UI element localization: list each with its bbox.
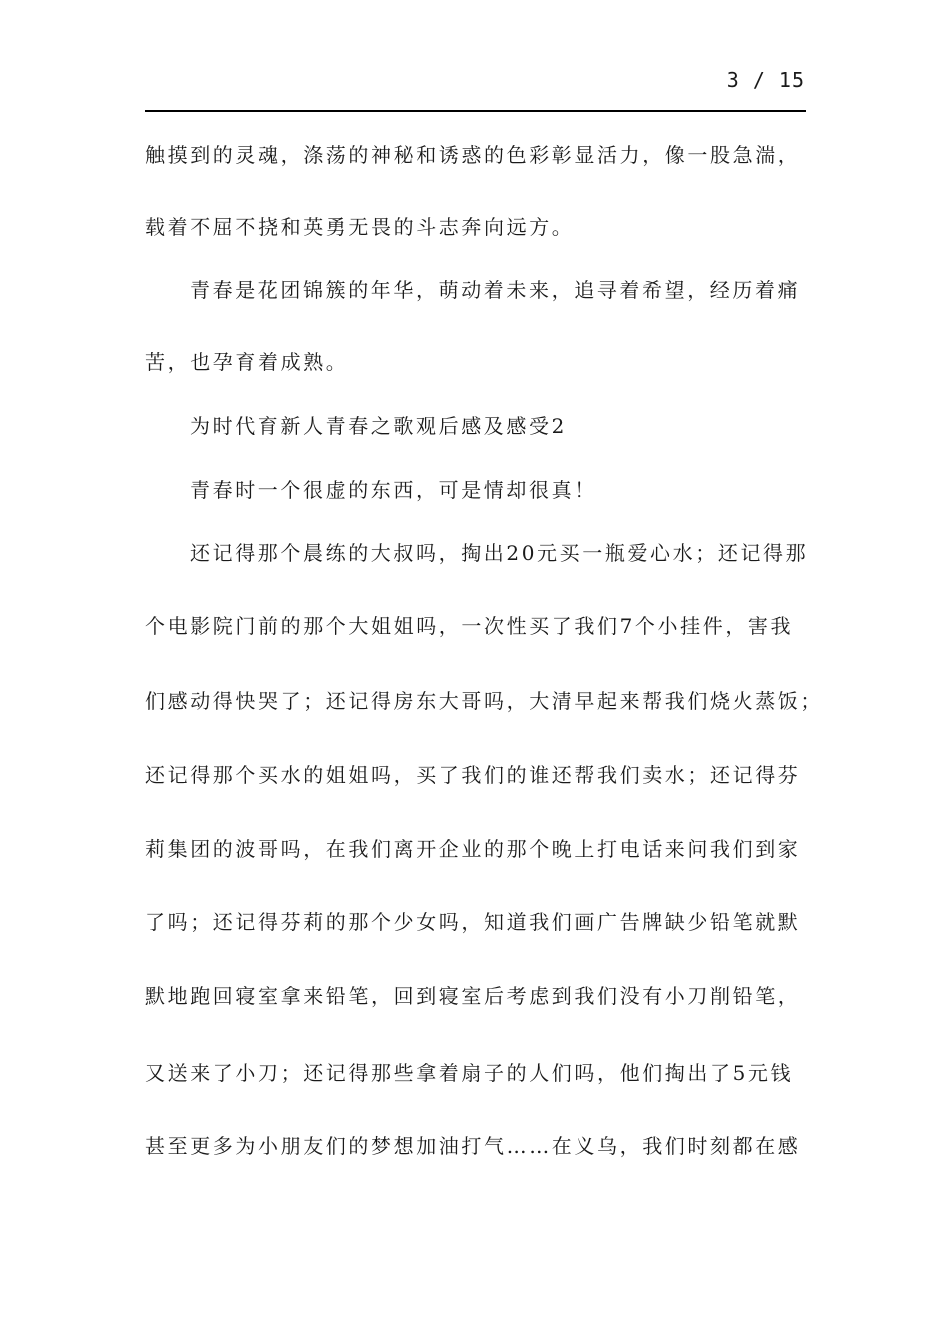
header-rule: [145, 110, 806, 112]
section-heading: 为时代育新人青春之歌观后感及感受2: [190, 414, 567, 438]
body-text-line: 个电影院门前的那个大姐姐吗，一次性买了我们7个小挂件，害我: [145, 614, 794, 638]
body-text-line: 们感动得快哭了；还记得房东大哥吗，大清早起来帮我们烧火蒸饭；: [145, 689, 823, 713]
body-text-line: 甚至更多为小朋友们的梦想加油打气……在义乌，我们时刻都在感: [145, 1134, 801, 1158]
body-text-line: 莉集团的波哥吗，在我们离开企业的那个晚上打电话来问我们到家: [145, 837, 801, 861]
body-text-line: 载着不屈不挠和英勇无畏的斗志奔向远方。: [145, 215, 575, 239]
paragraph-first-line: 还记得那个晨练的大叔吗，掏出20元买一瓶爱心水；还记得那: [190, 541, 809, 565]
body-text-line: 苦，也孕育着成熟。: [145, 350, 349, 374]
paragraph-first-line: 青春是花团锦簇的年华，萌动着未来，追寻着希望，经历着痛: [190, 278, 801, 302]
body-text-line: 默地跑回寝室拿来铅笔，回到寝室后考虑到我们没有小刀削铅笔，: [145, 984, 801, 1008]
body-text-line: 还记得那个买水的姐姐吗，买了我们的谁还帮我们卖水；还记得芬: [145, 763, 801, 787]
body-text-line: 了吗；还记得芬莉的那个少女吗，知道我们画广告牌缺少铅笔就默: [145, 910, 801, 934]
paragraph-first-line: 青春时一个很虚的东西，可是情却很真！: [190, 478, 597, 502]
body-text-line: 触摸到的灵魂，涤荡的神秘和诱惑的色彩彰显活力，像一股急湍，: [145, 143, 801, 167]
page-number: 3 / 15: [726, 68, 805, 92]
body-text-line: 又送来了小刀；还记得那些拿着扇子的人们吗，他们掏出了5元钱: [145, 1061, 794, 1085]
